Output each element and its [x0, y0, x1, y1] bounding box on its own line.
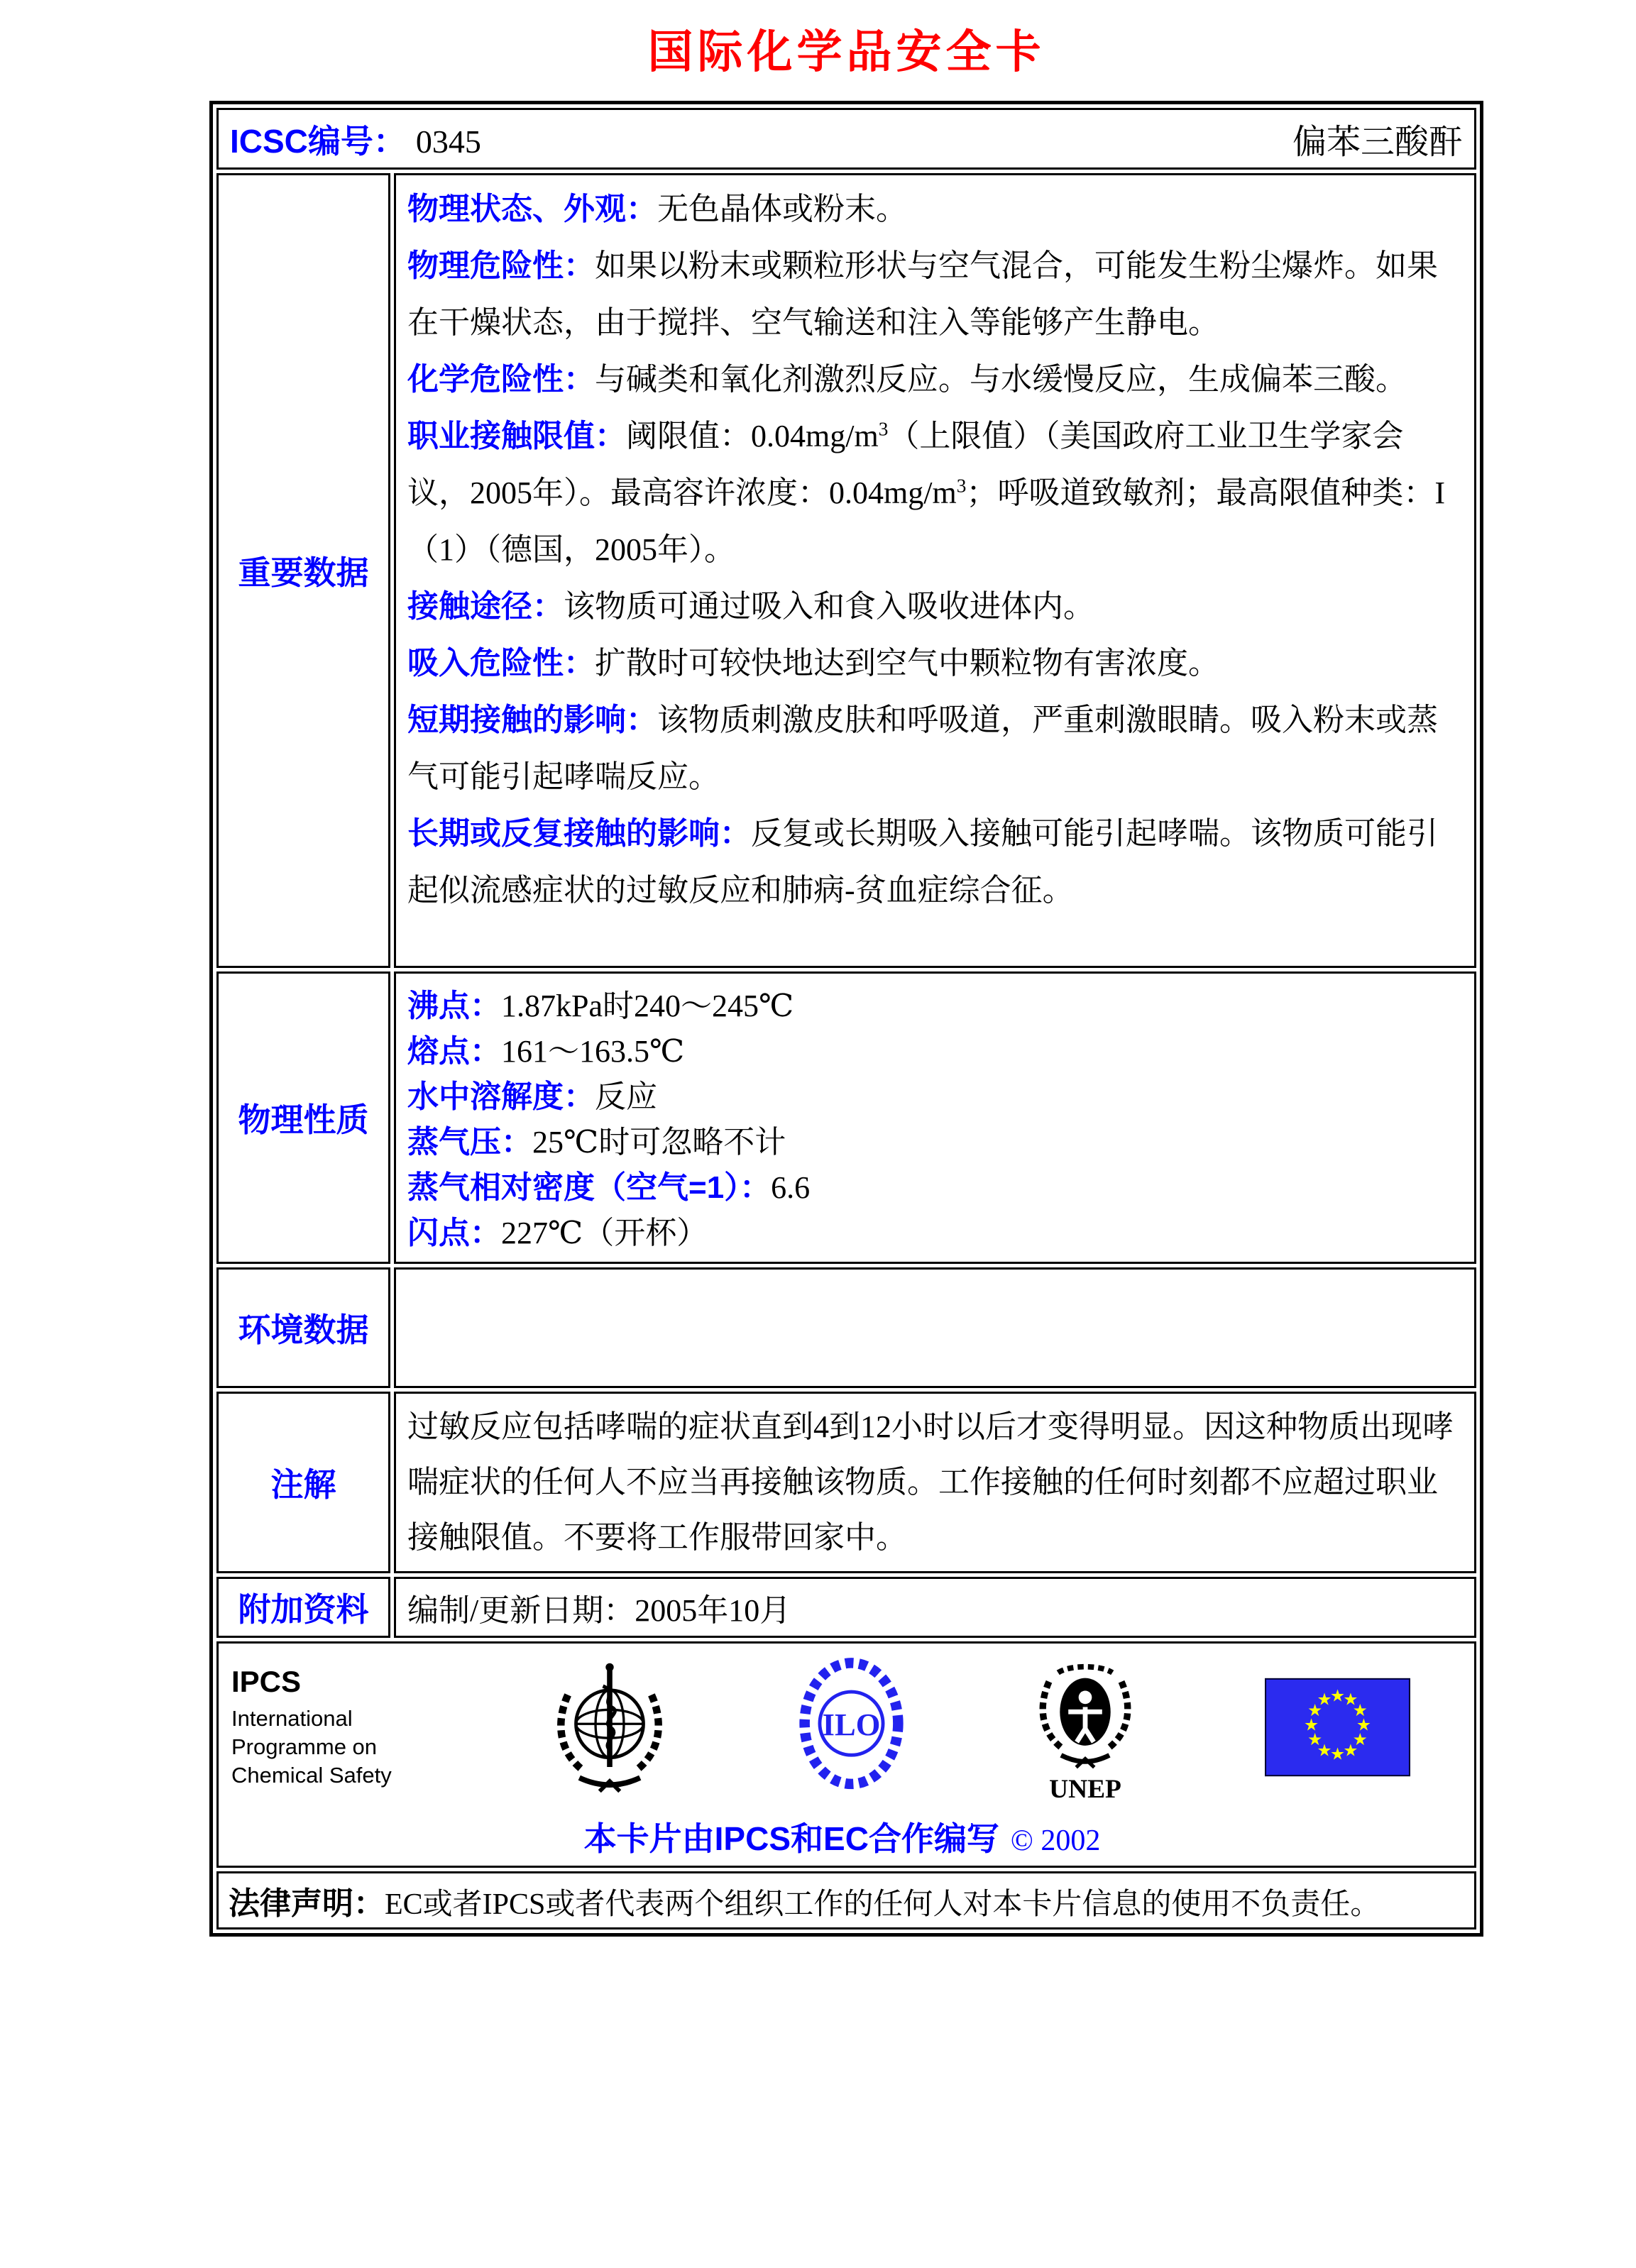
property-line	[407, 1211, 1463, 1256]
property-label: 蒸气压：	[407, 1125, 532, 1160]
property-value: 反复或长期吸入接触可能引起哮喘。该物质可能引起似流感症状的过敏反应和肺病-贫血症综合征。	[407, 816, 1438, 908]
section-label-important-data: 重要数据	[216, 173, 390, 968]
property-value: 反应	[595, 1079, 657, 1114]
property-label: 短期接触的影响：	[407, 703, 657, 737]
section-label-physical-properties: 物理性质	[216, 971, 390, 1264]
ipcs-text-block	[231, 1665, 423, 1790]
legal-row	[216, 1871, 1476, 1930]
property-label: 吸入危险性：	[407, 646, 595, 681]
icsc-card-table	[209, 101, 1483, 1937]
svg-text:★: ★	[1317, 1690, 1332, 1710]
property-value: 1.87kPa时240～245℃	[501, 989, 794, 1023]
property-label: 物理状态、外观：	[407, 192, 657, 226]
property-label: 职业接触限值：	[407, 419, 626, 453]
notes-content: 过敏反应包括哮喘的症状直到4到12小时以后才变得明显。因这种物质出现哮喘症状的任何人不应当再接触该物质。工作接触的任何时刻都不应超过职业接触限值。不要将工作服带回家中。	[394, 1392, 1476, 1573]
legal-cell	[216, 1871, 1476, 1930]
property-value: 该物质刺激皮肤和呼吸道，严重刺激眼睛。吸入粉末或蒸气可能引起哮喘反应。	[407, 703, 1438, 794]
section-label-notes: 注解	[216, 1392, 390, 1573]
property-value: 扩散时可较快地达到空气中颗粒物有害浓度。	[595, 646, 1219, 681]
svg-text:UNEP: UNEP	[1049, 1774, 1122, 1803]
eu-flag-icon	[1265, 1678, 1410, 1777]
svg-text:★: ★	[1329, 1745, 1346, 1764]
property-line	[407, 805, 1463, 919]
icsc-number-value: 0345	[415, 123, 481, 160]
unep-logo-icon	[1025, 1651, 1146, 1803]
property-label: 蒸气相对密度（空气=1）：	[407, 1170, 772, 1205]
ipcs-acronym: IPCS	[231, 1664, 302, 1698]
svg-text:★: ★	[1307, 1730, 1323, 1749]
environmental-data-content	[394, 1267, 1476, 1388]
header-row	[216, 108, 1476, 170]
property-line	[407, 1120, 1463, 1165]
property-line	[407, 238, 1463, 351]
ipcs-name-line-1: International	[231, 1705, 353, 1731]
property-line	[407, 635, 1463, 692]
logos-row	[216, 1641, 1476, 1868]
physical-properties-content	[394, 971, 1476, 1264]
property-line	[407, 1029, 1463, 1074]
property-line	[407, 984, 1463, 1029]
property-label: 水中溶解度：	[407, 1079, 595, 1114]
ipcs-name-line-3: Chemical Safety	[231, 1762, 392, 1788]
cooperation-caption-text: 本卡片由IPCS和EC合作编写	[583, 1820, 999, 1857]
icsc-number-label: ICSC编号：	[230, 122, 406, 160]
svg-text:★: ★	[1343, 1690, 1358, 1710]
property-label: 沸点：	[407, 989, 501, 1023]
property-label: 物理危险性：	[407, 248, 595, 283]
property-value: 阈限值：$0.04mg/m^3$（上限值）（美国政府工业卫生学家会议，2005年）。最高容许浓度：$0.04mg/m^3$；呼吸道致敏剂；最高限值种类：I（1）（德国，2005年）。	[407, 418, 1445, 567]
property-value: 161～163.5℃	[501, 1034, 685, 1069]
property-value: 无色晶体或粉末。	[657, 192, 907, 226]
property-label: 化学危险性：	[407, 362, 595, 397]
property-value: 与碱类和氧化剂激烈反应。与水缓慢反应，生成偏苯三酸。	[595, 362, 1407, 397]
property-value: 227℃（开杯）	[501, 1216, 708, 1250]
property-line	[407, 408, 1463, 578]
environmental-data-row	[216, 1267, 1476, 1388]
property-line	[407, 1074, 1463, 1120]
cooperation-caption	[231, 1813, 1453, 1860]
property-line	[407, 1165, 1463, 1211]
svg-text:★: ★	[1343, 1741, 1358, 1760]
icsc-number-group	[230, 116, 481, 163]
chemical-name: 偏苯三酸酐	[1292, 123, 1463, 161]
svg-text:★: ★	[1352, 1701, 1368, 1720]
svg-text:★: ★	[1329, 1687, 1346, 1706]
svg-text:ILO: ILO	[822, 1707, 880, 1743]
property-line	[407, 692, 1463, 805]
update-date-text: 编制/更新日期：2005年10月	[407, 1593, 791, 1628]
property-value: 25℃时可忽略不计	[532, 1125, 786, 1160]
who-logo-icon	[542, 1658, 677, 1796]
property-label: 闪点：	[407, 1216, 501, 1250]
property-label: 长期或反复接触的影响：	[407, 816, 751, 851]
copyright-text: © 2002	[1010, 1824, 1101, 1857]
icsc-card	[209, 101, 1483, 1937]
svg-text:★: ★	[1304, 1716, 1319, 1735]
property-value: 如果以粉末或颗粒形状与空气混合，可能发生粉尘爆炸。如果在干燥状态，由于搅拌、空气输送和注入等能够产生静电。	[407, 248, 1438, 340]
property-label: 接触途径：	[407, 589, 564, 624]
additional-info-row	[216, 1577, 1476, 1638]
property-value: 该物质可通过吸入和食入吸收进体内。	[564, 589, 1094, 624]
svg-text:★: ★	[1317, 1741, 1332, 1760]
header-cell	[216, 108, 1476, 170]
section-label-environmental-data: 环境数据	[216, 1267, 390, 1388]
notes-row	[216, 1392, 1476, 1573]
section-label-additional-info: 附加资料	[216, 1577, 390, 1638]
property-line	[407, 351, 1463, 408]
logos-cell	[216, 1641, 1476, 1868]
property-line	[407, 578, 1463, 635]
page-title: 国际化学品安全卡	[647, 26, 1045, 77]
additional-info-content	[394, 1577, 1476, 1638]
physical-properties-row	[216, 971, 1476, 1264]
important-data-content	[394, 173, 1476, 968]
ipcs-name-line-2: Programme on	[231, 1734, 378, 1759]
legal-text: EC或者IPCS或者代表两个组织工作的任何人对本卡片信息的使用不负责任。	[385, 1888, 1380, 1921]
legal-label: 法律声明：	[229, 1886, 385, 1921]
svg-text:★: ★	[1307, 1701, 1323, 1720]
important-data-row	[216, 173, 1476, 968]
svg-text:★: ★	[1352, 1730, 1368, 1749]
ilo-logo-icon	[796, 1658, 906, 1796]
svg-text:★: ★	[1356, 1716, 1371, 1735]
property-line	[407, 181, 1463, 238]
property-value: 6.6	[771, 1170, 811, 1205]
property-label: 熔点：	[407, 1034, 501, 1069]
